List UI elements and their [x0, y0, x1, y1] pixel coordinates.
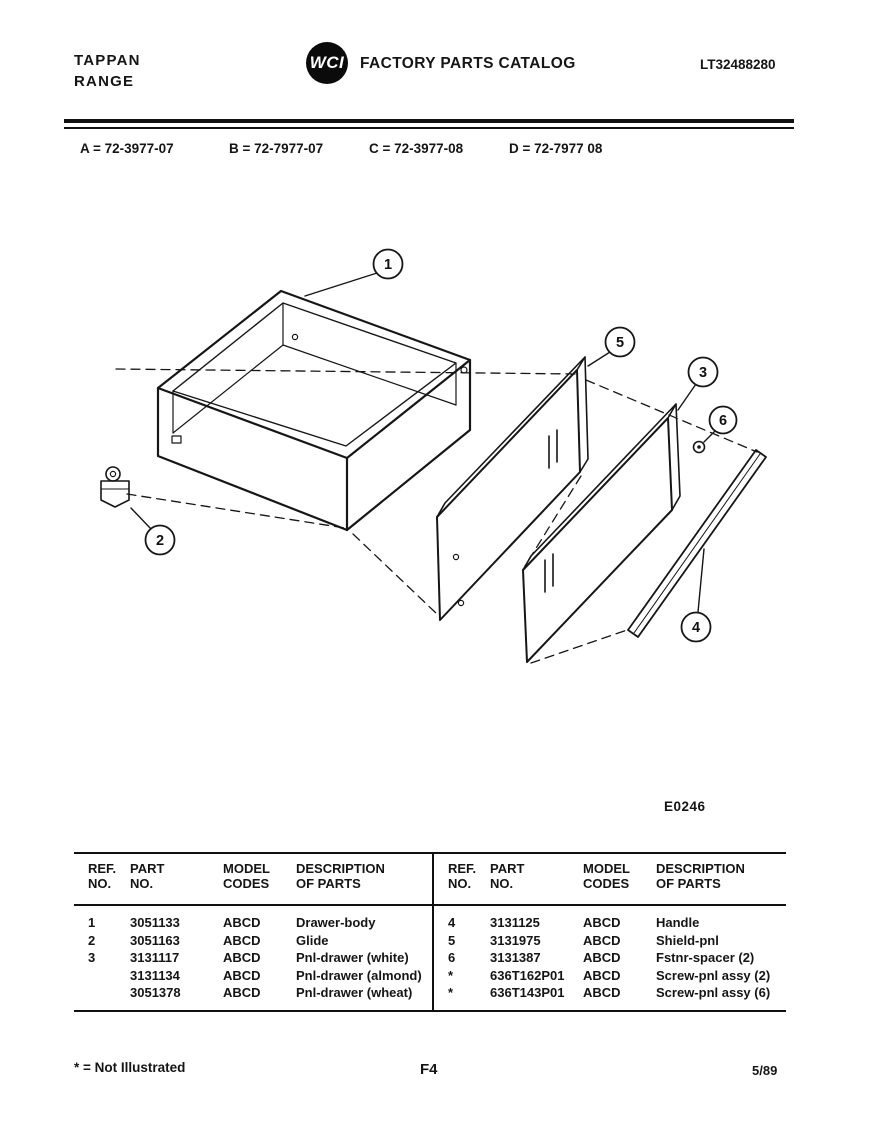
ref-cell	[88, 984, 130, 1002]
table-row	[434, 967, 786, 985]
desc-cell: Pnl-drawer (wheat)	[296, 985, 413, 1000]
header-rule-top	[64, 119, 794, 123]
callout-2	[146, 526, 175, 555]
ref-cell: 2	[88, 932, 96, 948]
table-body-right	[434, 914, 786, 1002]
part-cell: 3131125	[490, 915, 540, 930]
drawer-body-drawing	[158, 291, 470, 530]
part-cell: 3051133	[130, 915, 180, 930]
desc-cell: Pnl-drawer (white)	[296, 950, 409, 965]
model-code-c: C = 72-3977-08	[369, 141, 464, 156]
codes-cell: ABCD	[223, 967, 261, 983]
exploded-view-diagram	[0, 200, 880, 840]
part-cell: 636T143P01	[490, 985, 565, 1000]
callout-leader-lines	[131, 273, 715, 612]
part-cell: 3131387	[490, 950, 541, 965]
column-header-ref-no: REF. NO.	[88, 861, 117, 891]
column-header-model-codes: MODEL CODES	[583, 861, 630, 891]
ref-cell: 1	[88, 915, 96, 930]
table-row	[74, 914, 430, 932]
table-row	[74, 949, 430, 967]
column-header-part-no: PART NO.	[130, 861, 165, 891]
shield-panel-drawing	[437, 357, 588, 620]
catalog-title: FACTORY PARTS CATALOG	[360, 55, 576, 72]
brand-name	[74, 50, 141, 92]
table-row	[434, 949, 786, 967]
table-row	[74, 932, 430, 950]
model-code-b: B = 72-7977-07	[229, 141, 324, 156]
model-code-a: A = 72-3977-07	[80, 141, 174, 156]
part-cell: 3131117	[130, 950, 180, 965]
model-code-d: D = 72-7977 08	[509, 141, 603, 156]
table-header-right	[434, 861, 786, 891]
wci-logo	[306, 42, 348, 84]
part-cell: 3051378	[130, 985, 181, 1000]
not-illustrated-note: * = Not Illustrated	[74, 1060, 186, 1075]
parts-table-left	[74, 854, 430, 1010]
wci-logo-text: WCI	[309, 53, 345, 72]
callout-6-label: 6	[718, 413, 728, 429]
ref-cell: 4	[448, 915, 456, 930]
table-row	[74, 967, 430, 985]
parts-table	[74, 852, 786, 1012]
figure-code: E0246	[664, 799, 706, 814]
callout-4	[682, 613, 711, 642]
assembly-dashed-lines	[116, 369, 757, 663]
model-code-list	[0, 141, 880, 159]
column-header-model-codes: MODEL CODES	[223, 861, 270, 891]
column-header-ref-no: REF. NO.	[448, 861, 477, 891]
table-row	[434, 984, 786, 1002]
desc-cell: Shield-pnl	[656, 932, 719, 948]
fastener-spacer-drawing	[694, 442, 705, 453]
desc-cell: Glide	[296, 932, 329, 948]
callout-1-label: 1	[383, 257, 393, 273]
ref-cell: 6	[448, 950, 456, 965]
table-header-left	[74, 861, 430, 891]
brand-line-2: RANGE	[74, 73, 135, 90]
drawer-panel-drawing	[523, 404, 680, 662]
part-cell: 636T162P01	[490, 967, 565, 983]
codes-cell: ABCD	[583, 950, 621, 965]
revision-date: 5/89	[752, 1063, 778, 1078]
callout-3-label: 3	[698, 365, 708, 381]
part-cell: 3131134	[130, 967, 180, 983]
callout-2-label: 2	[155, 533, 165, 549]
table-row	[434, 932, 786, 950]
callout-6	[710, 407, 737, 434]
ref-cell: *	[448, 967, 454, 983]
callout-5-label: 5	[615, 335, 625, 351]
codes-cell: ABCD	[223, 915, 261, 930]
document-number: LT32488280	[700, 57, 776, 72]
callout-5	[606, 328, 635, 357]
glide-drawing	[101, 467, 129, 507]
page-number: F4	[420, 1061, 438, 1078]
desc-cell: Pnl-drawer (almond)	[296, 967, 422, 983]
ref-cell: 5	[448, 932, 456, 948]
table-body-left	[74, 914, 430, 1002]
codes-cell: ABCD	[583, 967, 621, 983]
codes-cell: ABCD	[223, 950, 261, 965]
column-header-part-no: PART NO.	[490, 861, 525, 891]
brand-line-1: TAPPAN	[74, 52, 141, 69]
part-cell: 3051163	[130, 932, 180, 948]
codes-cell: ABCD	[583, 985, 621, 1000]
header-rule-bottom	[64, 127, 794, 129]
part-cell: 3131975	[490, 932, 541, 948]
codes-cell: ABCD	[223, 932, 261, 948]
desc-cell: Screw-pnl assy (2)	[656, 967, 771, 983]
column-header-description: DESCRIPTION OF PARTS	[656, 861, 745, 891]
ref-cell	[88, 967, 130, 985]
callout-3	[689, 358, 718, 387]
table-row	[74, 984, 430, 1002]
codes-cell: ABCD	[583, 932, 621, 948]
callout-1	[374, 250, 403, 279]
codes-cell: ABCD	[583, 915, 621, 930]
handle-drawing	[628, 450, 766, 637]
desc-cell: Drawer-body	[296, 915, 376, 930]
ref-cell: *	[448, 985, 454, 1000]
callout-4-label: 4	[691, 620, 701, 636]
ref-cell: 3	[88, 950, 96, 965]
codes-cell: ABCD	[223, 985, 261, 1000]
table-row	[434, 914, 786, 932]
column-header-description: DESCRIPTION OF PARTS	[296, 861, 385, 891]
desc-cell: Handle	[656, 915, 700, 930]
parts-table-right	[434, 854, 786, 1010]
desc-cell: Screw-pnl assy (6)	[656, 985, 771, 1000]
desc-cell: Fstnr-spacer (2)	[656, 950, 755, 965]
